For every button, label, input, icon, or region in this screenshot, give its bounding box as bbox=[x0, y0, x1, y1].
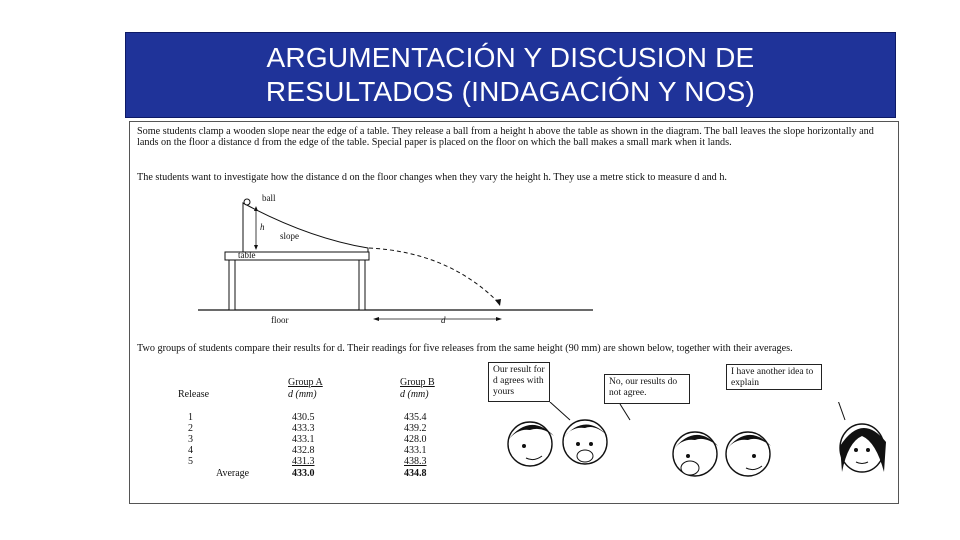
header-group-b: Group B bbox=[400, 377, 435, 388]
table-leg-left bbox=[229, 260, 235, 310]
group-a-value: 433.3 bbox=[292, 423, 315, 434]
group-a-value: 430.5 bbox=[292, 412, 315, 423]
ball-marker bbox=[244, 199, 250, 205]
student-face-4 bbox=[726, 432, 771, 476]
label-floor: floor bbox=[271, 315, 289, 325]
paragraph-investigation: The students want to investigate how the distance d on the floor changes when they vary the height h. They use a metre stick to measure d and h. bbox=[137, 172, 727, 183]
release-number: 5 bbox=[188, 456, 193, 467]
average-group-a: 433.0 bbox=[292, 468, 315, 479]
label-slope: slope bbox=[280, 231, 299, 241]
label-d: d bbox=[441, 315, 446, 325]
release-number: 1 bbox=[188, 412, 193, 423]
slide-title-line-2: RESULTADOS (INDAGACIÓN Y NOS) bbox=[265, 76, 756, 107]
release-number: 3 bbox=[188, 434, 193, 445]
header-release: Release bbox=[178, 389, 210, 400]
label-table: table bbox=[238, 250, 256, 260]
scanned-document bbox=[129, 121, 899, 504]
group-b-value: 428.0 bbox=[404, 434, 427, 445]
experiment-diagram bbox=[198, 190, 598, 330]
group-b-value: 438.3 bbox=[404, 456, 427, 467]
paragraph-setup: Some students clamp a wooden slope near the edge of a table. They release a ball from a height h above the table as shown in the diagram. The ball leaves the slope horizontally and lands on the floor a distance d from the edge of the table. Special paper is placed on the floor on which the ball makes a small mark when it lands. bbox=[137, 126, 874, 148]
release-number: 2 bbox=[188, 423, 193, 434]
header-group-a-unit: d (mm) bbox=[288, 389, 317, 400]
release-number: 4 bbox=[188, 445, 193, 456]
header-group-a: Group A bbox=[288, 377, 323, 388]
speech-bubble-another-idea: I have another idea to explain bbox=[726, 364, 822, 390]
label-h: h bbox=[260, 222, 265, 232]
trajectory-path bbox=[369, 248, 498, 302]
student-face-1 bbox=[508, 422, 554, 466]
student-face-5 bbox=[840, 424, 886, 472]
student-face-2 bbox=[563, 420, 608, 464]
speech-bubble-agree: Our result for d agrees with yours bbox=[488, 362, 550, 402]
group-a-value: 433.1 bbox=[292, 434, 315, 445]
group-b-value: 433.1 bbox=[404, 445, 427, 456]
slide-title-banner bbox=[125, 32, 896, 118]
speech-bubble-disagree: No, our results do not agree. bbox=[604, 374, 690, 404]
group-b-value: 439.2 bbox=[404, 423, 427, 434]
group-a-value: 431.3 bbox=[292, 456, 315, 467]
group-b-value: 435.4 bbox=[404, 412, 427, 423]
average-label: Average bbox=[216, 468, 250, 479]
header-group-b-unit: d (mm) bbox=[400, 389, 429, 400]
average-group-b: 434.8 bbox=[404, 468, 427, 479]
slide-title-line-1: ARGUMENTACIÓN Y DISCUSION DE bbox=[266, 42, 755, 73]
table-leg-right bbox=[359, 260, 365, 310]
paragraph-results: Two groups of students compare their results for d. Their readings for five releases from the same height (90 mm) are shown below, together with their averages. bbox=[137, 343, 793, 354]
group-a-value: 432.8 bbox=[292, 445, 315, 456]
student-face-3 bbox=[673, 432, 718, 476]
label-ball: ball bbox=[262, 193, 276, 203]
students-cartoon bbox=[490, 402, 895, 502]
